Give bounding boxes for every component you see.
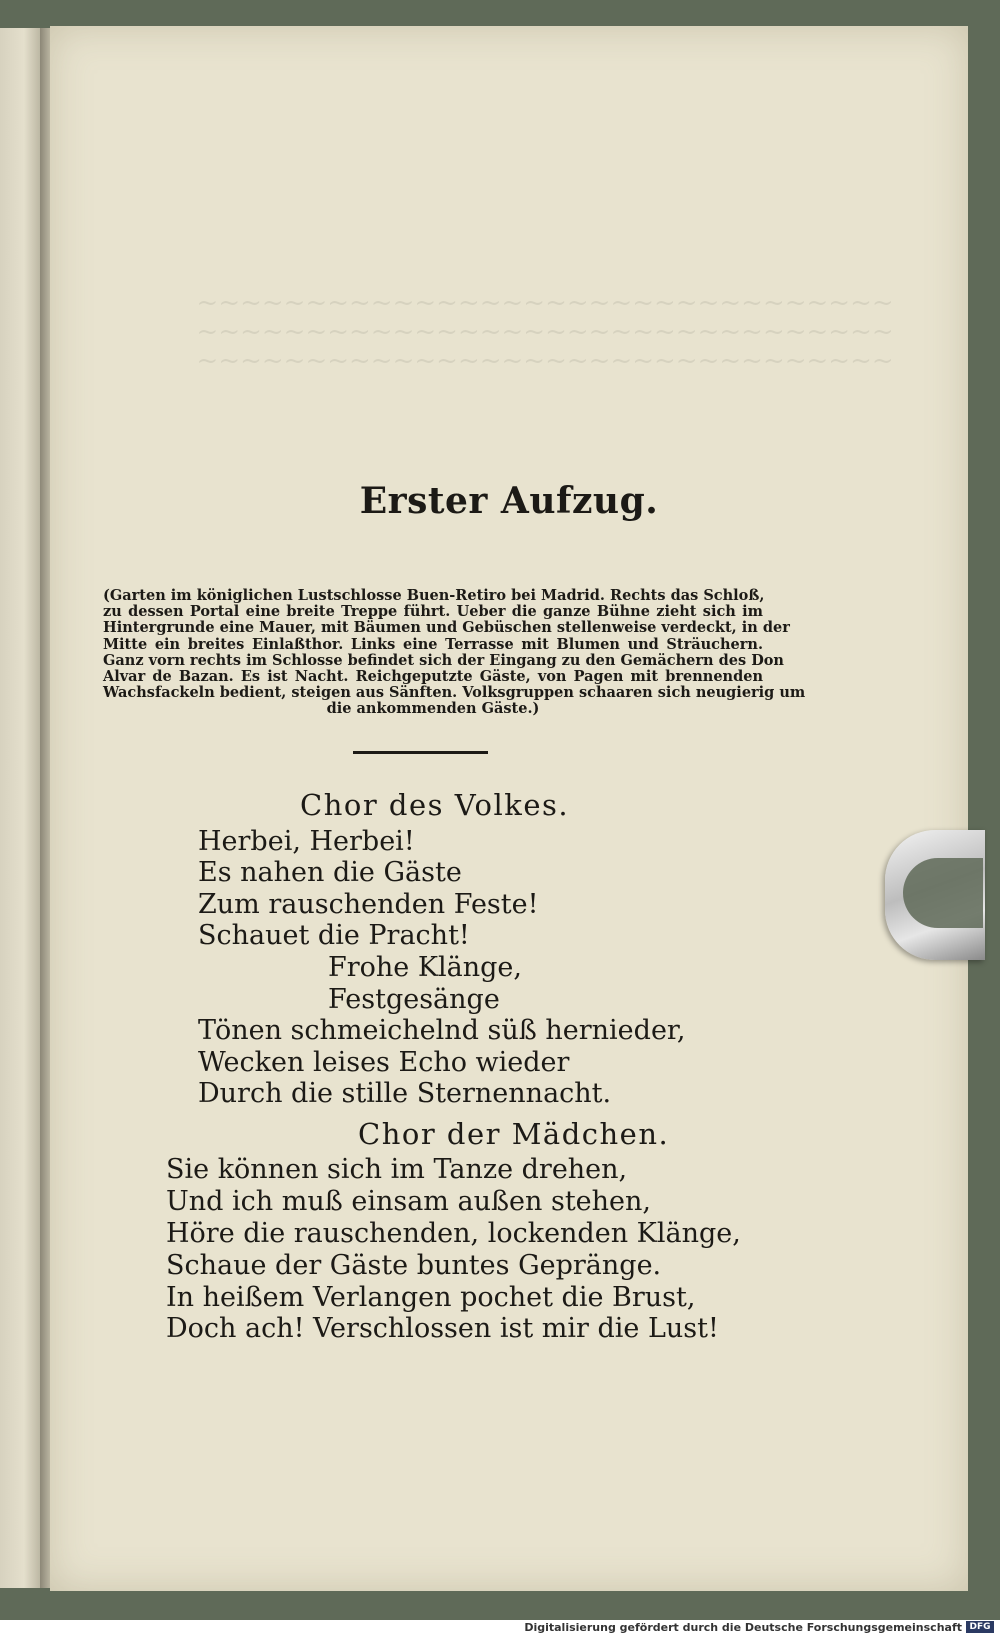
section-divider xyxy=(353,751,488,754)
funding-credit: Digitalisierung gefördert durch die Deutsche Forschungsgemeinschaft xyxy=(524,1621,962,1634)
stage-direction-line: Hintergrunde eine Mauer, mit Bäumen und Gebüschen stellenweise verdeckt, in der xyxy=(103,619,790,637)
act-title: Erster Aufzug. xyxy=(359,480,659,522)
verse-line: Frohe Klänge, xyxy=(328,952,522,983)
chorus-people-heading: Chor des Volkes. xyxy=(300,788,570,822)
verse-line: Höre die rauschenden, lockenden Klänge, xyxy=(166,1218,741,1249)
stage-direction-line: die ankommenden Gäste.) xyxy=(326,700,540,718)
verse-line: Es nahen die Gäste xyxy=(198,857,462,888)
verse-line: Festgesänge xyxy=(328,984,500,1015)
stage-direction-line: Alvar de Bazan. Es ist Nacht. Reichgeputzte Gäste, von Pagen mit brennenden xyxy=(103,668,763,686)
facing-page-edge xyxy=(0,28,40,1588)
verse-line: Sie können sich im Tanze drehen, xyxy=(166,1154,628,1185)
verse-line: Schauet die Pracht! xyxy=(198,920,470,951)
verse-line: Herbei, Herbei! xyxy=(198,826,415,857)
verse-line: Schaue der Gäste buntes Gepränge. xyxy=(166,1250,662,1281)
stage-direction-line: Wachsfackeln bedient, steigen aus Sänften. Volksgruppen schaaren sich neugierig um xyxy=(103,684,806,702)
verse-line: In heißem Verlangen pochet die Brust, xyxy=(166,1282,696,1313)
verse-line: Durch die stille Sternennacht. xyxy=(198,1078,612,1109)
dfg-logo: DFG xyxy=(966,1621,994,1633)
stage-direction-line: Ganz vorn rechts im Schlosse befindet sich der Eingang zu den Gemächern des Don xyxy=(103,651,784,669)
stage-direction-line: zu dessen Portal eine breite Treppe führt. Ueber die ganze Bühne zieht sich im xyxy=(103,603,763,621)
verse-line: Zum rauschenden Feste! xyxy=(198,889,539,920)
stage-direction-line: Mitte ein breites Einlaßthor. Links eine Terrasse mit Blumen und Sträuchern. xyxy=(103,635,763,653)
stage-direction-line: (Garten im königlichen Lustschlosse Buen-Retiro bei Madrid. Rechts das Schloß, xyxy=(103,587,765,604)
verse-line: Und ich muß einsam außen stehen, xyxy=(166,1186,651,1217)
verse-line: Doch ach! Verschlossen ist mir die Lust! xyxy=(166,1313,719,1344)
verse-line: Wecken leises Echo wieder xyxy=(198,1047,570,1078)
chorus-maidens-heading: Chor der Mädchen. xyxy=(358,1117,670,1151)
page-clip-opening xyxy=(903,858,983,928)
verse-line: Tönen schmeichelnd süß hernieder, xyxy=(198,1015,686,1046)
book-spine xyxy=(40,28,50,1588)
stage-direction xyxy=(103,587,806,718)
